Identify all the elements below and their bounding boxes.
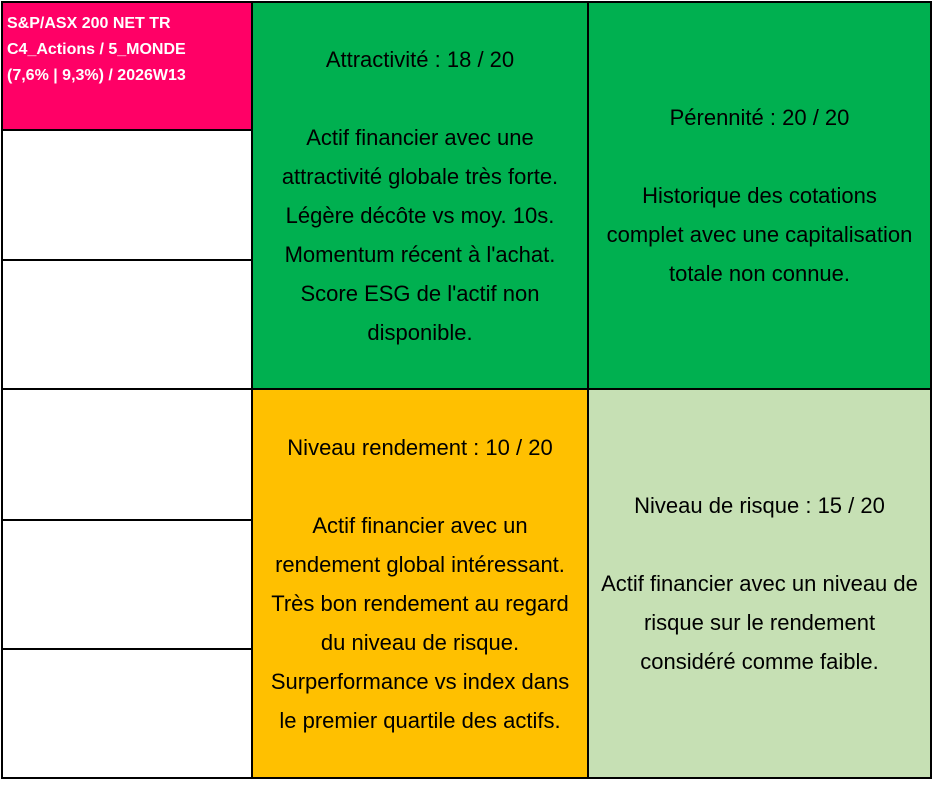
rendement-line: du niveau de risque. [320, 629, 520, 655]
attractivite-content [282, 40, 558, 352]
perennite-line: complet avec une capitalisation [606, 222, 913, 247]
rendement-title: Niveau rendement : 10 / 20 [287, 434, 553, 460]
attractivite-cell [251, 1, 589, 390]
attractivite-line: disponible. [367, 319, 473, 345]
asset-performance-week: (7,6% | 9,3%) / 2026W13 [7, 67, 186, 84]
perennite-line: Historique des cotations [642, 183, 877, 208]
rendement-line: le premier quartile des actifs. [279, 707, 561, 733]
attractivite-line: Actif financier avec une [306, 124, 534, 150]
perennite-content [607, 98, 913, 293]
rendement-line: Surperformance vs index dans [270, 668, 570, 694]
asset-category: C4_Actions / 5_MONDE [7, 41, 186, 58]
rendement-cell [251, 388, 589, 779]
empty-cell-1 [1, 129, 253, 261]
risque-line: considéré comme faible. [640, 649, 879, 674]
risque-line: risque sur le rendement [643, 610, 876, 635]
empty-cell-4 [1, 519, 253, 650]
risque-line: Actif financier avec un niveau de [601, 571, 918, 596]
perennite-title: Pérennité : 20 / 20 [669, 105, 850, 130]
perennite-cell [587, 1, 932, 390]
empty-cell-5 [1, 648, 253, 779]
rendement-line: Actif financier avec un [312, 512, 528, 538]
attractivite-line: Légère décôte vs moy. 10s. [285, 202, 555, 228]
empty-cell-3 [1, 388, 253, 521]
attractivite-line: attractivité globale très forte. [281, 163, 559, 189]
empty-cell-2 [1, 259, 253, 390]
risque-cell [587, 388, 932, 779]
rendement-line: Très bon rendement au regard [271, 590, 569, 616]
attractivite-line: Momentum récent à l'achat. [284, 241, 556, 267]
risque-title: Niveau de risque : 15 / 20 [634, 493, 885, 518]
attractivite-title: Attractivité : 18 / 20 [325, 46, 515, 72]
asset-name: S&P/ASX 200 NET TR [7, 15, 171, 32]
rendement-line: rendement global intéressant. [275, 551, 565, 577]
attractivite-line: Score ESG de l'actif non [300, 280, 540, 306]
risque-content [601, 486, 918, 681]
asset-header-cell [1, 1, 253, 131]
rendement-content [271, 428, 569, 740]
perennite-line: totale non connue. [668, 261, 851, 286]
